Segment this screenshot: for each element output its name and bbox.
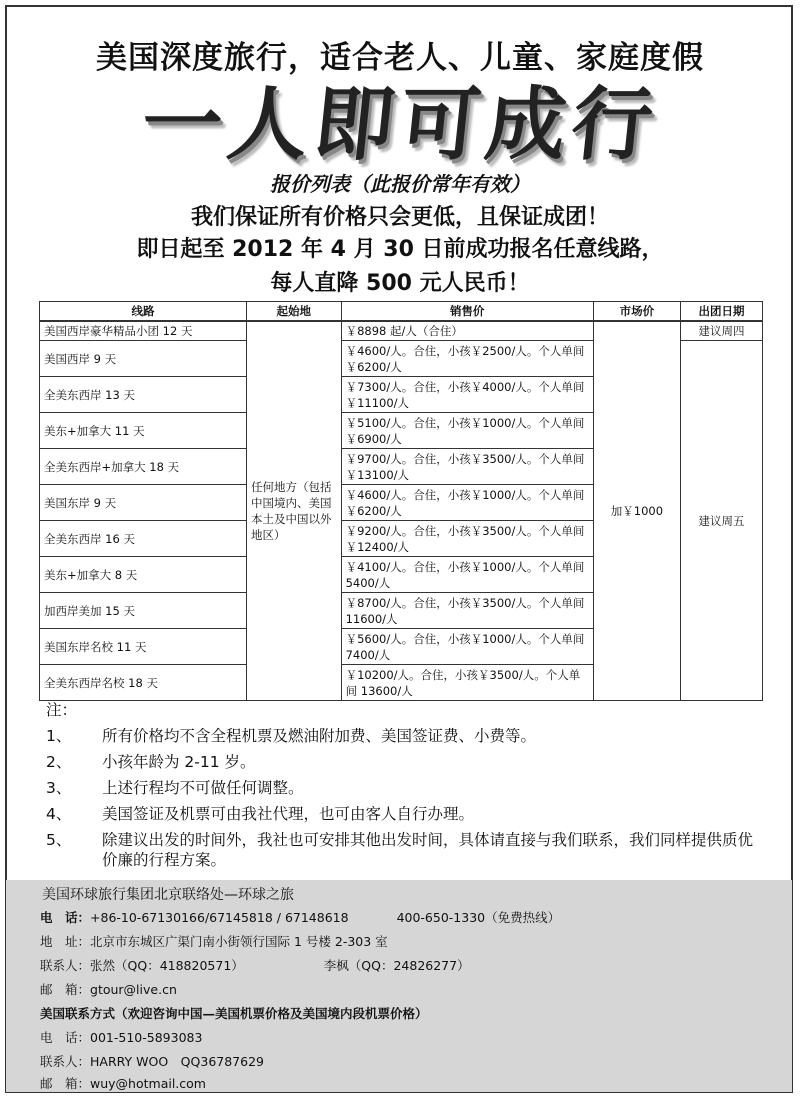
us-contact-line	[40, 1052, 264, 1070]
route-cell: 全美东西岸+加拿大 18 天	[40, 449, 247, 485]
price-cell: ￥4100/人。合住，小孩￥1000/人。个人单间 5400/人	[341, 557, 593, 593]
price-cell: ￥8898 起/人（合住）	[341, 321, 593, 341]
email-line	[40, 980, 177, 998]
route-cell: 美国西岸 9 天	[40, 341, 247, 377]
price-cell: ￥4600/人。合住，小孩￥2500/人。个人单间￥6200/人	[341, 341, 593, 377]
note-text: 上述行程均不可做任何调整。	[102, 779, 304, 797]
promo-text-1: 即日起至 2012 年 4 月 30 日前成功报名任意线路，	[136, 237, 664, 262]
hotline-value: 400-650-1330（免费热线）	[396, 910, 561, 925]
notes-section	[46, 698, 766, 876]
origin-cell: 任何地方（包括中国境内、美国本土及中国以外地区）	[247, 321, 342, 701]
note-text: 所有价格均不含全程机票及燃油附加费、美国签证费、小费等。	[102, 727, 537, 745]
price-cell: ￥7300/人。合住，小孩￥4000/人。个人单间￥11100/人	[341, 377, 593, 413]
note-item	[46, 804, 766, 824]
header-date: 出团日期	[681, 302, 763, 322]
us-contact-value: HARRY WOO QQ36787629	[90, 1054, 264, 1069]
price-cell: ￥4600/人。合住，小孩￥1000/人。个人单间￥6200/人	[341, 485, 593, 521]
note-text: 小孩年龄为 2-11 岁。	[102, 753, 256, 771]
address-value: 北京市东城区广渠门南小街领行国际 1 号楼 2-303 室	[90, 934, 388, 949]
company-name: 美国环球旅行集团北京联络处—环球之旅	[42, 887, 294, 903]
phone-label: 电 话：	[40, 910, 91, 925]
email-value: gtour@live.cn	[90, 982, 177, 997]
date-cell-thursday: 建议周四	[681, 321, 763, 341]
address-line	[40, 932, 388, 950]
table-row	[40, 321, 763, 341]
price-table	[39, 301, 763, 701]
route-cell: 美国东岸名校 11 天	[40, 629, 247, 665]
route-cell: 美东+加拿大 11 天	[40, 413, 247, 449]
headline-main: 一人即可成行	[137, 78, 663, 171]
price-list-title: 报价列表（此报价常年有效）	[270, 172, 530, 196]
contact-line	[40, 956, 470, 974]
note-text: 美国签证及机票可由我社代理，也可由客人自行办理。	[102, 805, 475, 823]
promo-text-2: 每人直降 500 元人民币！	[270, 271, 530, 296]
header-origin: 起始地	[247, 302, 342, 322]
header-market: 市场价	[593, 302, 680, 322]
note-item	[46, 778, 766, 798]
contact-2: 李枫（QQ：24826277）	[323, 958, 470, 973]
route-cell: 美国西岸豪华精品小团 12 天	[40, 321, 247, 341]
header-price: 销售价	[341, 302, 593, 322]
note-item	[46, 830, 766, 870]
us-phone-line	[40, 1028, 202, 1046]
us-contact-title: 美国联系方式（欢迎咨询中国—美国机票价格及美国境内段机票价格）	[40, 1006, 428, 1021]
route-cell: 美东+加拿大 8 天	[40, 557, 247, 593]
note-number: 3、	[46, 779, 72, 797]
us-phone-value: 001-510-5893083	[90, 1030, 203, 1045]
route-cell: 全美东西岸 16 天	[40, 521, 247, 557]
contact-1: 张然（QQ：418820571）	[90, 958, 244, 973]
us-email-line	[40, 1074, 206, 1092]
note-number: 1、	[46, 727, 72, 745]
email-label: 邮 箱：	[40, 982, 91, 997]
note-number: 2、	[46, 753, 72, 771]
us-contact-label: 联系人：	[40, 1054, 91, 1069]
note-text: 除建议出发的时间外，我社也可安排其他出发时间，具体请直接与我们联系，我们同样提供质优价廉的行程方案。	[102, 831, 754, 869]
note-number: 5、	[46, 831, 72, 849]
contact-footer	[6, 880, 792, 1092]
contact-label: 联系人：	[40, 958, 91, 973]
price-cell: ￥5100/人。合住，小孩￥1000/人。个人单间￥6900/人	[341, 413, 593, 449]
us-phone-label: 电 话：	[40, 1030, 91, 1045]
date-cell-friday: 建议周五	[681, 341, 763, 701]
address-label: 地 址：	[40, 934, 91, 949]
price-cell: ￥5600/人。合住，小孩￥1000/人。个人单间 7400/人	[341, 629, 593, 665]
route-cell: 全美东西岸名校 18 天	[40, 665, 247, 701]
route-cell: 全美东西岸 13 天	[40, 377, 247, 413]
us-email-label: 邮 箱：	[40, 1076, 91, 1091]
guarantee-text: 我们保证所有价格只会更低，且保证成团！	[190, 205, 609, 230]
notes-title: 注：	[46, 701, 78, 719]
us-email-value: wuy@hotmail.com	[90, 1076, 206, 1091]
phone-line	[40, 908, 560, 926]
price-cell: ￥9200/人。合住，小孩￥3500/人。个人单间￥12400/人	[341, 521, 593, 557]
note-item	[46, 752, 766, 772]
route-cell: 加西岸美加 15 天	[40, 593, 247, 629]
market-price-cell: 加￥1000	[593, 321, 680, 701]
table-header-row	[40, 302, 763, 322]
header-route: 线路	[40, 302, 247, 322]
note-number: 4、	[46, 805, 72, 823]
price-cell: ￥9700/人。合住，小孩￥3500/人。个人单间￥13100/人	[341, 449, 593, 485]
price-cell: ￥8700/人。合住，小孩￥3500/人。个人单间 11600/人	[341, 593, 593, 629]
phone-value: +86-10-67130166/67145818 / 67148618	[90, 910, 349, 925]
route-cell: 美国东岸 9 天	[40, 485, 247, 521]
headline-subtitle: 美国深度旅行，适合老人、儿童、家庭度假	[96, 40, 704, 76]
price-cell: ￥10200/人。合住，小孩￥3500/人。个人单间 13600/人	[341, 665, 593, 701]
note-item	[46, 726, 766, 746]
